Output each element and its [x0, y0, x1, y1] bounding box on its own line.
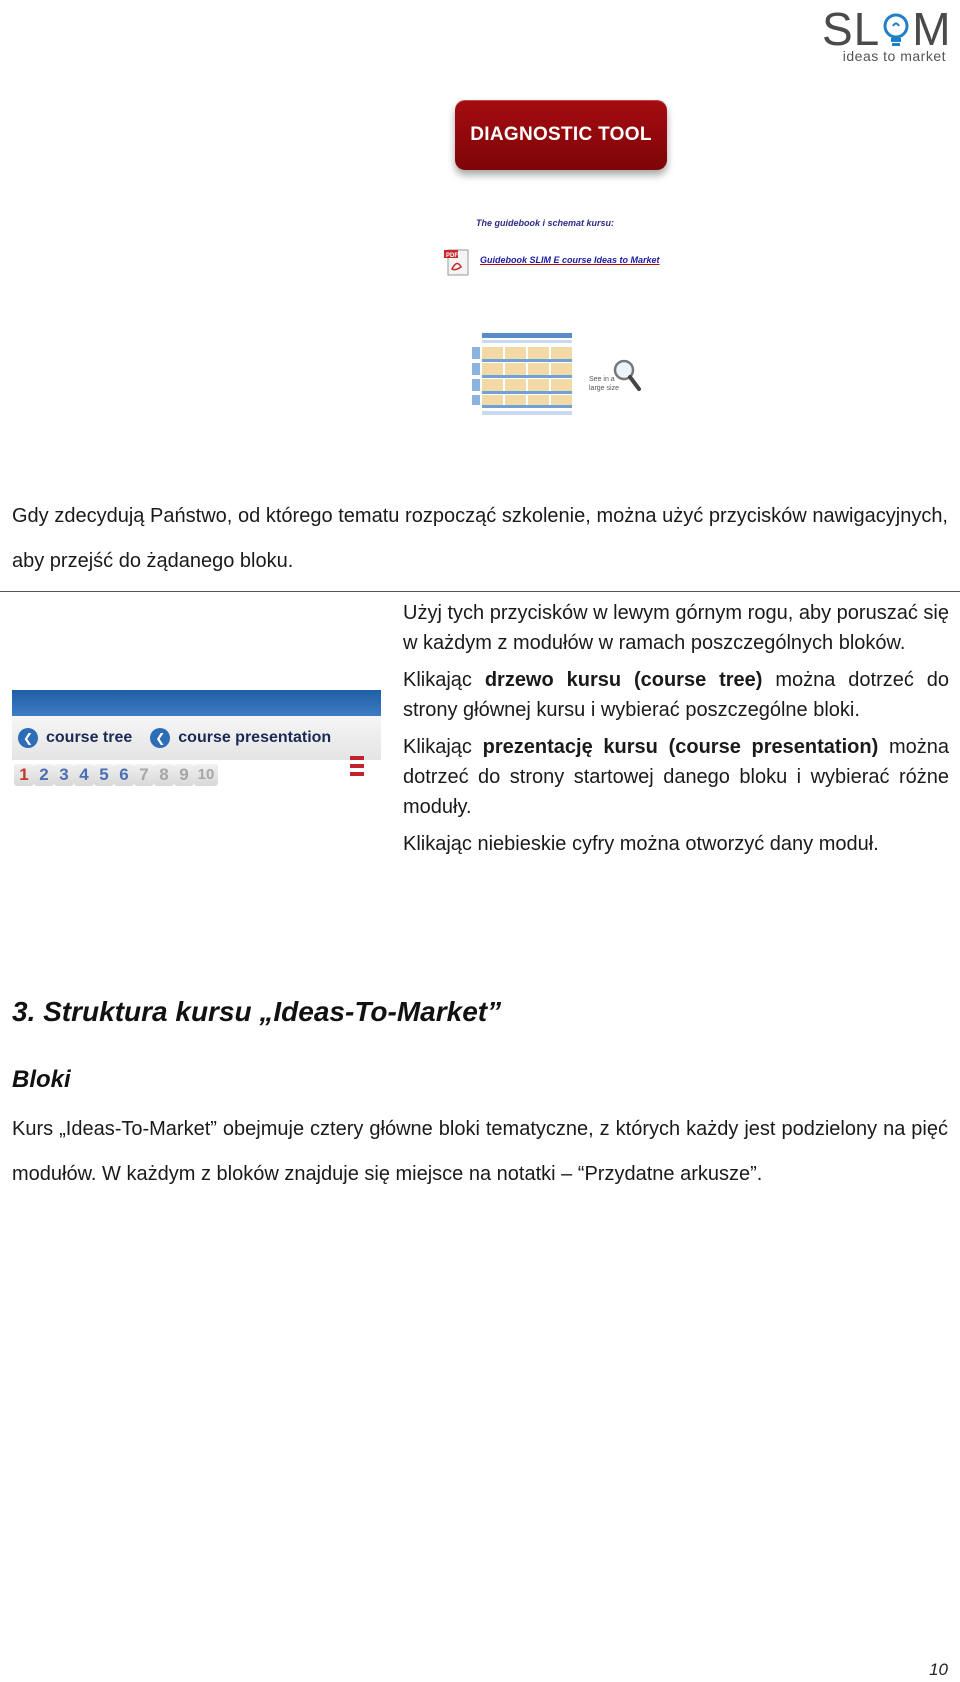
- course-tree-button[interactable]: course tree: [46, 729, 133, 746]
- pdf-file-icon: [443, 247, 471, 277]
- module-number[interactable]: 5: [94, 764, 114, 786]
- module-number[interactable]: 6: [114, 764, 134, 786]
- module-number-buttons: [14, 764, 218, 786]
- instruction-2: [403, 665, 949, 725]
- intro-paragraph: Gdy zdecydują Państwo, od którego tematu rozpocząć szkolenie, można użyć przycisków nawigacyjnych, aby przejść do żądanego bloku.: [12, 505, 948, 572]
- module-number[interactable]: 10: [194, 764, 218, 786]
- logo-text-left: SL: [822, 3, 881, 55]
- instruction-2-post: można dotrzeć do strony głównej kursu i wybierać poszczególne bloki.: [403, 669, 949, 721]
- magnifier-icon[interactable]: [612, 358, 642, 392]
- instruction-1: Użyj tych przycisków w lewym górnym rogu, aby poruszać się w każdym z modułów w ramach poszczególnych bloków.: [403, 602, 949, 654]
- pdf-icon-label: PDF: [446, 253, 458, 259]
- instruction-3-post: można dotrzeć do strony startowej danego bloku i wybierać różne moduły.: [403, 736, 949, 818]
- instruction-2-bold: drzewo kursu (course tree): [484, 669, 763, 691]
- logo-tagline: ideas to market: [842, 48, 946, 64]
- module-number[interactable]: 9: [174, 764, 194, 786]
- module-number[interactable]: 2: [34, 764, 54, 786]
- instruction-4: Klikając niebieskie cyfry można otworzyć dany moduł.: [403, 833, 879, 855]
- menu-icon: [350, 756, 364, 780]
- module-number[interactable]: 1: [14, 764, 34, 786]
- lightbulb-icon: [881, 12, 911, 52]
- guidebook-heading: The guidebook i schemat kursu:: [476, 218, 615, 228]
- logo-text-right: M: [912, 3, 952, 55]
- guidebook-link[interactable]: Guidebook SLIM E course Ideas to Market: [480, 255, 660, 265]
- instruction-3-bold: prezentację kursu (course presentation): [482, 736, 879, 758]
- body-paragraph: Kurs „Ideas-To-Market” obejmuje cztery główne bloki tematyczne, z których każdy jest podzielony na pięć modułów. W każdym z bloków znajduje się miejsce na notatki – “Przydatne arkusze”.: [12, 1118, 948, 1185]
- module-number[interactable]: 4: [74, 764, 94, 786]
- navigation-instructions: [403, 598, 949, 866]
- diagnostic-tool-button[interactable]: DIAGNOSTIC TOOL: [455, 100, 667, 170]
- subheading: Bloki: [12, 1066, 71, 1093]
- page-number: 10: [929, 1660, 948, 1679]
- course-presentation-button[interactable]: course presentation: [178, 729, 332, 746]
- module-number[interactable]: 7: [134, 764, 154, 786]
- divider: [0, 591, 960, 592]
- instruction-3: [403, 732, 949, 822]
- see-large-size-link[interactable]: See in a large size: [589, 376, 619, 392]
- section-heading: 3. Struktura kursu „Ideas-To-Market”: [12, 996, 502, 1027]
- back-arrow-icon[interactable]: ❮: [18, 728, 38, 748]
- back-arrow-icon[interactable]: ❮: [150, 728, 170, 748]
- nav-header-bar: [12, 690, 381, 716]
- course-navigation-panel-image: [12, 690, 381, 800]
- nav-buttons-row: [12, 716, 381, 760]
- module-number[interactable]: 8: [154, 764, 174, 786]
- course-scheme-thumbnail[interactable]: [468, 333, 583, 418]
- slim-logo: [822, 3, 952, 64]
- logo-wordmark: [822, 3, 952, 55]
- module-number[interactable]: 3: [54, 764, 74, 786]
- instruction-3-pre: Klikając: [403, 736, 483, 758]
- instruction-2-pre: Klikając: [403, 669, 485, 691]
